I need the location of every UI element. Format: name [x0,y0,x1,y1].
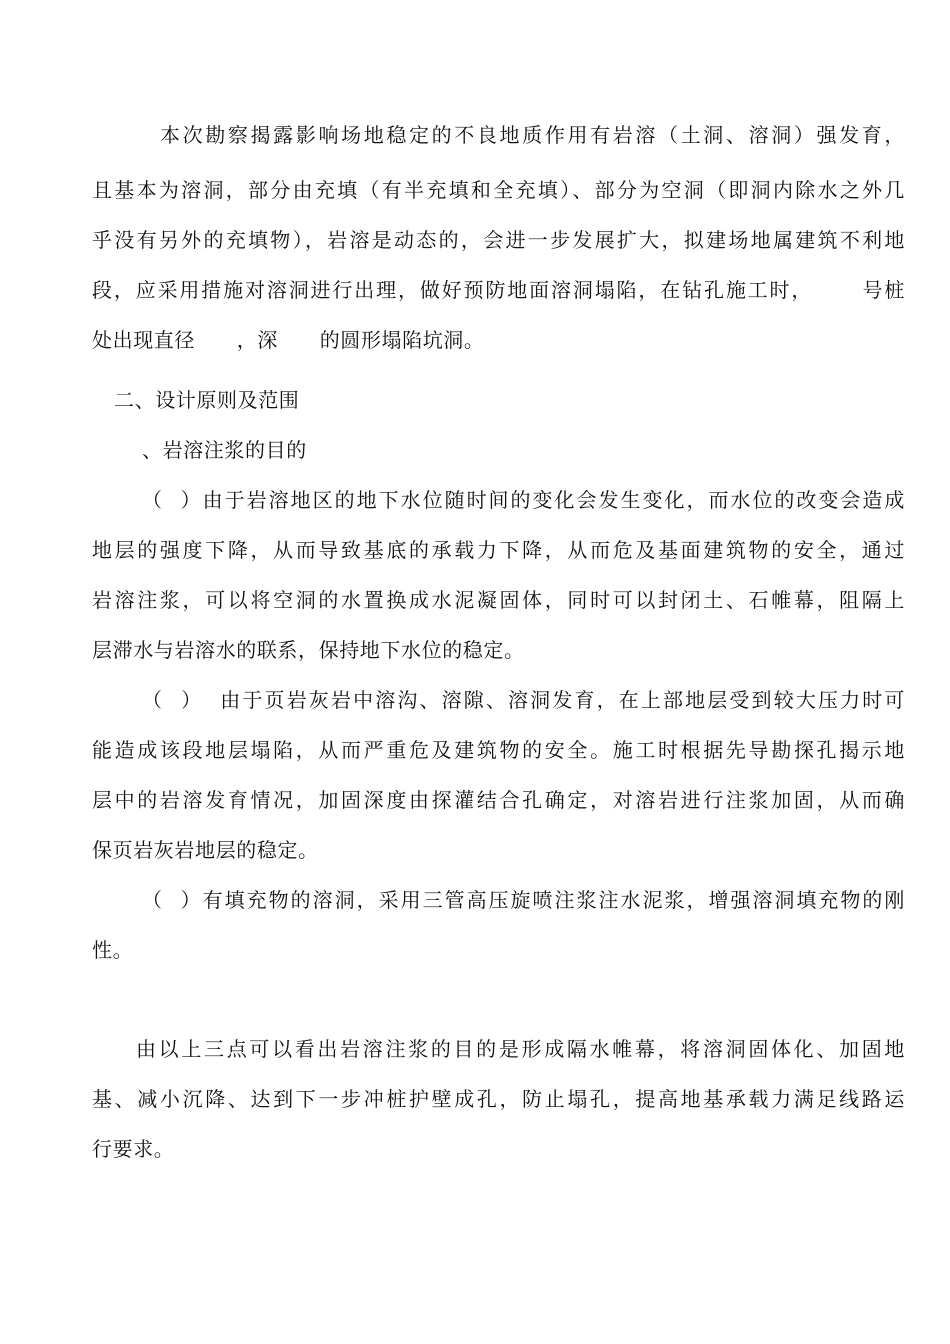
point-2-line-2: 能造成该段地层塌陷，从而严重危及建筑物的安全。施工时根据先导勘探孔揭示地 [92,738,905,762]
point-2-line-4: 保页岩灰岩地层的稳定。 [92,838,319,862]
point-3-line-2: 性。 [92,938,134,962]
paragraph-1-line-5: 处出现直径 ，深 的圆形塌陷坑洞。 [92,328,485,352]
paragraph-1-line-3: 乎没有另外的充填物），岩溶是动态的，会进一步发展扩大，拟建场地属建筑不利地 [92,228,905,252]
point-2-line-3: 层中的岩溶发育情况，加固深度由探灌结合孔确定，对溶岩进行注浆加固，从而确 [92,788,905,812]
point-1-line-2: 地层的强度下降，从而导致基底的承载力下降，从而危及基面建筑物的安全，通过 [92,538,905,562]
point-2-line-1: （ ） 由于页岩灰岩中溶沟、溶隙、溶洞发育，在上部地层受到较大压力时可 [142,688,905,712]
point-1-line-1: （ ）由于岩溶地区的地下水位随时间的变化会发生变化，而水位的改变会造成 [142,488,905,512]
paragraph-1-line-1: 本次勘察揭露影响场地稳定的不良地质作用有岩溶（土洞、溶洞）强发育， [160,123,905,147]
subsection-heading: 、岩溶注浆的目的 [142,438,307,462]
conclusion-line-2: 基、减小沉降、达到下一步冲桩护壁成孔，防止塌孔，提高地基承载力满足线路运 [92,1087,905,1111]
point-3-line-1: （ ）有填充物的溶洞，采用三管高压旋喷注浆注水泥浆，增强溶洞填充物的刚 [142,888,905,912]
conclusion-line-3: 行要求。 [92,1137,175,1161]
section-heading: 二、设计原则及范围 [114,388,300,412]
paragraph-1-line-4: 段，应采用措施对溶洞进行出理，做好预防地面溶洞塌陷，在钻孔施工时， 号桩 [92,278,905,302]
conclusion-line-1: 由以上三点可以看出岩溶注浆的目的是形成隔水帷幕，将溶洞固体化、加固地 [136,1037,905,1061]
paragraph-1-line-2: 且基本为溶洞，部分由充填（有半充填和全充填）、部分为空洞（即洞内除水之外几 [92,178,905,202]
point-1-line-4: 层滞水与岩溶水的联系，保持地下水位的稳定。 [92,638,525,662]
point-1-line-3: 岩溶注浆，可以将空洞的水置换成水泥凝固体，同时可以封闭土、石帷幕，阻隔上 [92,588,905,612]
